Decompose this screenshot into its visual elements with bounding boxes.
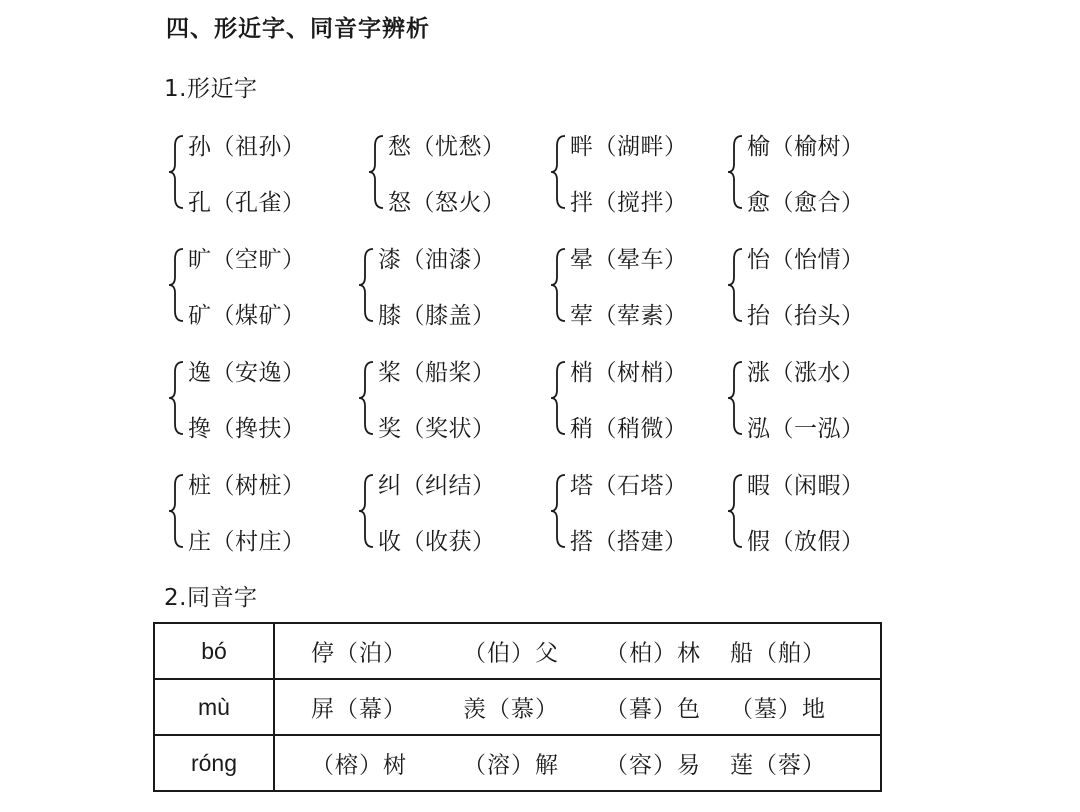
similar-pair: [358, 348, 558, 448]
table-row: [154, 623, 881, 679]
similar-pair: [550, 122, 750, 222]
similar-pair: [727, 122, 927, 222]
similar-char-bottom: 矿（煤矿）: [188, 303, 306, 329]
similar-char-top: 塔（石塔）: [570, 473, 688, 499]
homophone-word: （柏）林: [605, 640, 701, 667]
brace-icon: [168, 473, 184, 549]
similar-char-bottom: 孔（孔雀）: [188, 190, 306, 216]
similar-char-top: 旷（空旷）: [188, 247, 306, 273]
brace-icon: [358, 360, 374, 436]
similar-char-top: 孙（祖孙）: [188, 134, 306, 160]
table-row: [154, 735, 881, 791]
homophone-word: （容）易: [605, 752, 701, 779]
brace-icon: [727, 473, 743, 549]
words-cell: [274, 679, 881, 735]
similar-char-bottom: 膝（膝盖）: [378, 303, 496, 329]
brace-icon: [727, 247, 743, 323]
similar-char-top: 怡（怡情）: [747, 247, 865, 273]
brace-icon: [550, 134, 566, 210]
brace-icon: [168, 360, 184, 436]
similar-char-bottom: 泓（一泓）: [747, 416, 865, 442]
brace-icon: [550, 473, 566, 549]
brace-icon: [358, 473, 374, 549]
similar-pair: [550, 461, 750, 561]
similar-char-top: 畔（湖畔）: [570, 134, 688, 160]
homophone-word: 停（泊）: [311, 640, 407, 667]
similar-char-top: 纠（纠结）: [378, 473, 496, 499]
similar-char-top: 涨（涨水）: [747, 360, 865, 386]
similar-pair: [727, 348, 927, 448]
page-heading: 四、形近字、同音字辨析: [166, 16, 430, 42]
pinyin-cell: mù: [154, 679, 274, 735]
brace-icon: [368, 134, 384, 210]
similar-char-bottom: 奖（奖状）: [378, 416, 496, 442]
homophone-table: [153, 622, 882, 792]
similar-char-bottom: 搭（搭建）: [570, 529, 688, 555]
similar-char-top: 梢（树梢）: [570, 360, 688, 386]
brace-icon: [550, 247, 566, 323]
brace-icon: [727, 134, 743, 210]
similar-pair: [550, 235, 750, 335]
brace-icon: [168, 134, 184, 210]
section-similar-title: 1.形近字: [164, 76, 258, 102]
pinyin-cell: bó: [154, 623, 274, 679]
table-row: [154, 679, 881, 735]
section-homophone-title: 2.同音字: [164, 585, 258, 611]
homophone-word: 屏（幕）: [311, 696, 407, 723]
similar-char-bottom: 愈（愈合）: [747, 190, 865, 216]
similar-pair: [358, 461, 558, 561]
similar-char-top: 桩（树桩）: [188, 473, 306, 499]
similar-char-bottom: 怒（怒火）: [388, 190, 506, 216]
similar-char-bottom: 搀（搀扶）: [188, 416, 306, 442]
similar-char-top: 晕（晕车）: [570, 247, 688, 273]
similar-pair: [727, 235, 927, 335]
similar-char-bottom: 抬（抬头）: [747, 303, 865, 329]
similar-char-bottom: 收（收获）: [378, 529, 496, 555]
similar-char-bottom: 荤（荤素）: [570, 303, 688, 329]
similar-pair: [168, 348, 368, 448]
similar-pair: [168, 235, 368, 335]
homophone-word: 羡（慕）: [463, 696, 559, 723]
similar-char-bottom: 拌（搅拌）: [570, 190, 688, 216]
brace-icon: [550, 360, 566, 436]
similar-char-top: 榆（榆树）: [747, 134, 865, 160]
homophone-word: 船（舶）: [730, 640, 826, 667]
similar-char-top: 漆（油漆）: [378, 247, 496, 273]
similar-char-bottom: 假（放假）: [747, 529, 865, 555]
brace-icon: [168, 247, 184, 323]
brace-icon: [358, 247, 374, 323]
similar-char-top: 桨（船桨）: [378, 360, 496, 386]
words-cell: [274, 623, 881, 679]
homophone-word: （榕）树: [311, 752, 407, 779]
similar-char-top: 暇（闲暇）: [747, 473, 865, 499]
similar-char-top: 逸（安逸）: [188, 360, 306, 386]
similar-pair: [727, 461, 927, 561]
similar-char-bottom: 稍（稍微）: [570, 416, 688, 442]
similar-pair: [358, 235, 558, 335]
pinyin-cell: róng: [154, 735, 274, 791]
similar-char-top: 愁（忧愁）: [388, 134, 506, 160]
words-cell: [274, 735, 881, 791]
homophone-word: （溶）解: [463, 752, 559, 779]
similar-char-bottom: 庄（村庄）: [188, 529, 306, 555]
homophone-word: 莲（蓉）: [730, 752, 826, 779]
homophone-word: （伯）父: [463, 640, 559, 667]
homophone-word: （暮）色: [605, 696, 701, 723]
homophone-word: （墓）地: [730, 696, 826, 723]
similar-pair: [368, 122, 568, 222]
similar-pair: [168, 122, 368, 222]
similar-pair: [550, 348, 750, 448]
brace-icon: [727, 360, 743, 436]
similar-pair: [168, 461, 368, 561]
